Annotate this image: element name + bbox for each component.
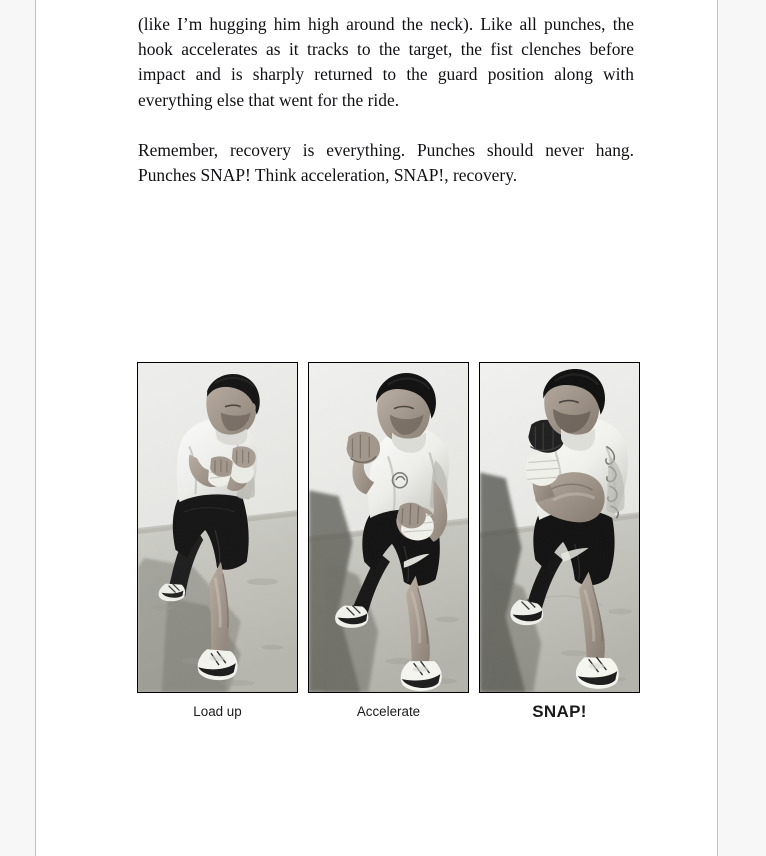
boxer-photo-load-up <box>138 363 297 692</box>
boxer-photo-snap <box>480 363 639 692</box>
photo-frame-snap <box>479 362 640 693</box>
figure-photo-strip <box>137 362 634 722</box>
photo-caption-load-up: Load up <box>193 704 242 719</box>
photo-caption-snap: SNAP! <box>532 702 587 721</box>
figure-item <box>479 362 640 722</box>
paragraph-2: Remember, recovery is everything. Punches should never hang. Punches SNAP! Think acceleration, SNAP!, recovery. <box>138 139 634 186</box>
figure-item <box>137 362 298 722</box>
document-page <box>35 0 718 856</box>
photo-caption-accelerate: Accelerate <box>356 704 421 719</box>
text-column <box>138 0 634 188</box>
photo-frame-load-up <box>137 362 298 693</box>
figure-item <box>308 362 469 722</box>
boxer-photo-accelerate <box>309 363 468 692</box>
photo-frame-accelerate <box>308 362 469 693</box>
paragraph-1: (like I’m hugging him high around the neck). Like all punches, the hook accelerates as it tracks to the target, the fist clenches before impact and is sharply returned to the guard position along with everything else that went for the ride. <box>138 14 634 110</box>
